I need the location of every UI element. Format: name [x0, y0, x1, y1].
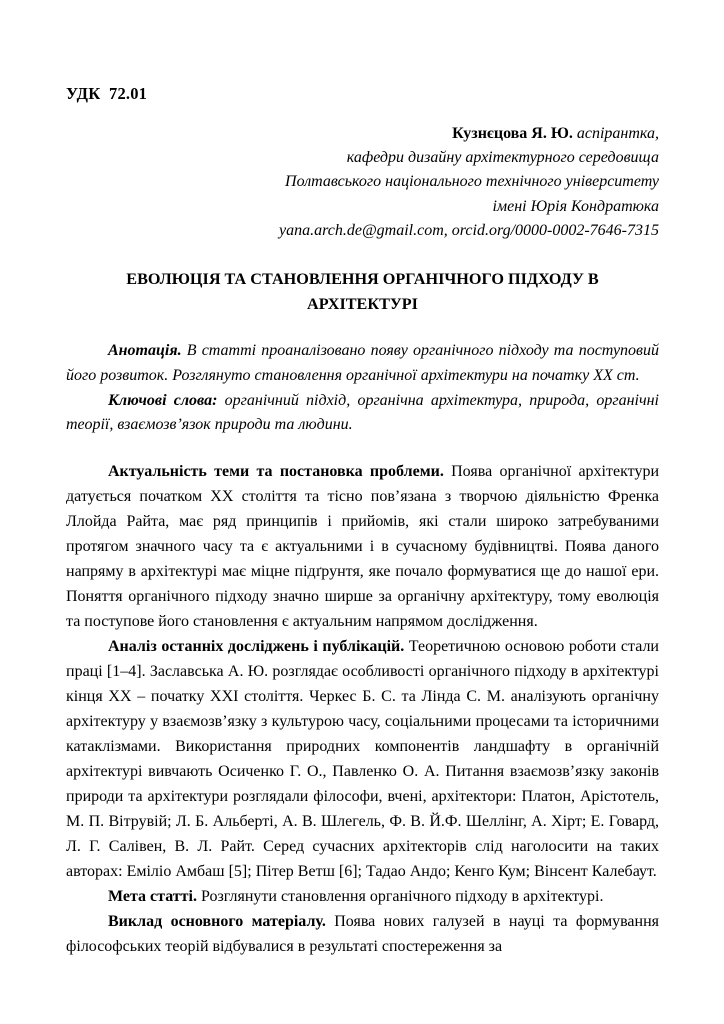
author-university: Полтавського національного технічного університету — [285, 173, 659, 191]
section-relevance-body: Поява органічної архітектури датується початком XX століття та тісно пов’язана з творчою діяльністю Френка Ллойда Райта, має ряд принципів і прийомів, які стали широко затребуваними протягом значного часу та є актуальними і в сучасному будівництві. Поява даного напряму в архітектурі має міцне підґрунтя, яке почало формуватися ще до нашої ери. Поняття органічного підходу значно ширше за органічну архітектуру, тому еволюція та поступове його становлення є актуальним напрямом дослідження. — [66, 463, 660, 631]
section-purpose-heading: Мета статті. — [108, 887, 197, 905]
author-contact-line: yana.arch.de@gmail.com, orcid.org/0000-0002-7646-7315 — [279, 222, 659, 240]
abstract-heading: Анотація. — [108, 341, 182, 359]
author-name-line — [66, 122, 659, 146]
author-block — [66, 122, 659, 244]
abstract-body: В статті проаналізовано появу органічного підходу та поступовий його розвиток. Розглянуто становлення органічної архітектури на початку XX ст. — [66, 341, 659, 384]
keywords-heading: Ключові слова: — [108, 391, 218, 409]
keywords-paragraph — [66, 389, 659, 439]
section-relevance — [66, 460, 659, 635]
section-main-material-body: Поява нових галузей в науці та формування філософських теорій відбувалися в результаті спостереження за — [66, 912, 659, 955]
abstract-paragraph — [66, 339, 659, 389]
keywords-body: органічний підхід, органічна архітектура, природа, органічні теорії, взаємозв’язок природи та людини. — [66, 391, 660, 434]
author-university-name: імені Юрія Кондратюка — [492, 197, 659, 215]
author-department: кафедри дизайну архітектурного середовища — [346, 149, 659, 167]
page-content — [66, 84, 659, 959]
author-name: Кузнєцова Я. Ю. — [452, 124, 573, 142]
section-main-material — [66, 910, 659, 960]
section-literature-review-heading: Аналіз останніх досліджень і публікацій. — [108, 638, 405, 656]
section-relevance-heading: Актуальність теми та постановка проблеми. — [108, 463, 444, 481]
author-role: аспірантка, — [572, 124, 659, 142]
udk-code: УДК 72.01 — [66, 84, 148, 103]
section-purpose-body: Розглянути становлення органічного підходу в архітектурі. — [196, 887, 604, 905]
section-literature-review — [66, 635, 659, 885]
section-literature-review-body: Теоретичною основою роботи стали праці [1–4]. Заславська А. Ю. розглядає особливості органічного підходу в архітектурі кінця XX – початку XXI століття. Черкес Б. С. та Лінда С. М. аналізують органічну архітектуру у взаємозв’язку з культурою часу, соціальними процесами та історичними катаклізмами. Використання природних компонентів ландшафту в органічній архітектурі вивчають Осиченко Г. О., Павленко О. А. Питання взаємозв’язку законів природи та архітектури розглядали філософи, вчені, архітектори: Платон, Арістотель, М. П. Вітрувій; Л. Б. Альберті, А. В. Шлегель, Ф. В. Й.Ф. Шеллінг, А. Хірт; Е. Говард, Л. Г. Салівен, В. Л. Райт. Серед сучасних архітекторів слід наголосити на таких авторах: Еміліо Амбаш [5]; Пітер Ветш [6]; Тадао Андо; Кенго Кум; Вінсент Калебаут. — [66, 638, 659, 880]
section-purpose — [66, 885, 659, 910]
section-main-material-heading: Виклад основного матеріалу. — [108, 912, 326, 930]
page-title: ЕВОЛЮЦІЯ ТА СТАНОВЛЕННЯ ОРГАНІЧНОГО ПІДХОДУ В АРХІТЕКТУРІ — [126, 270, 599, 313]
